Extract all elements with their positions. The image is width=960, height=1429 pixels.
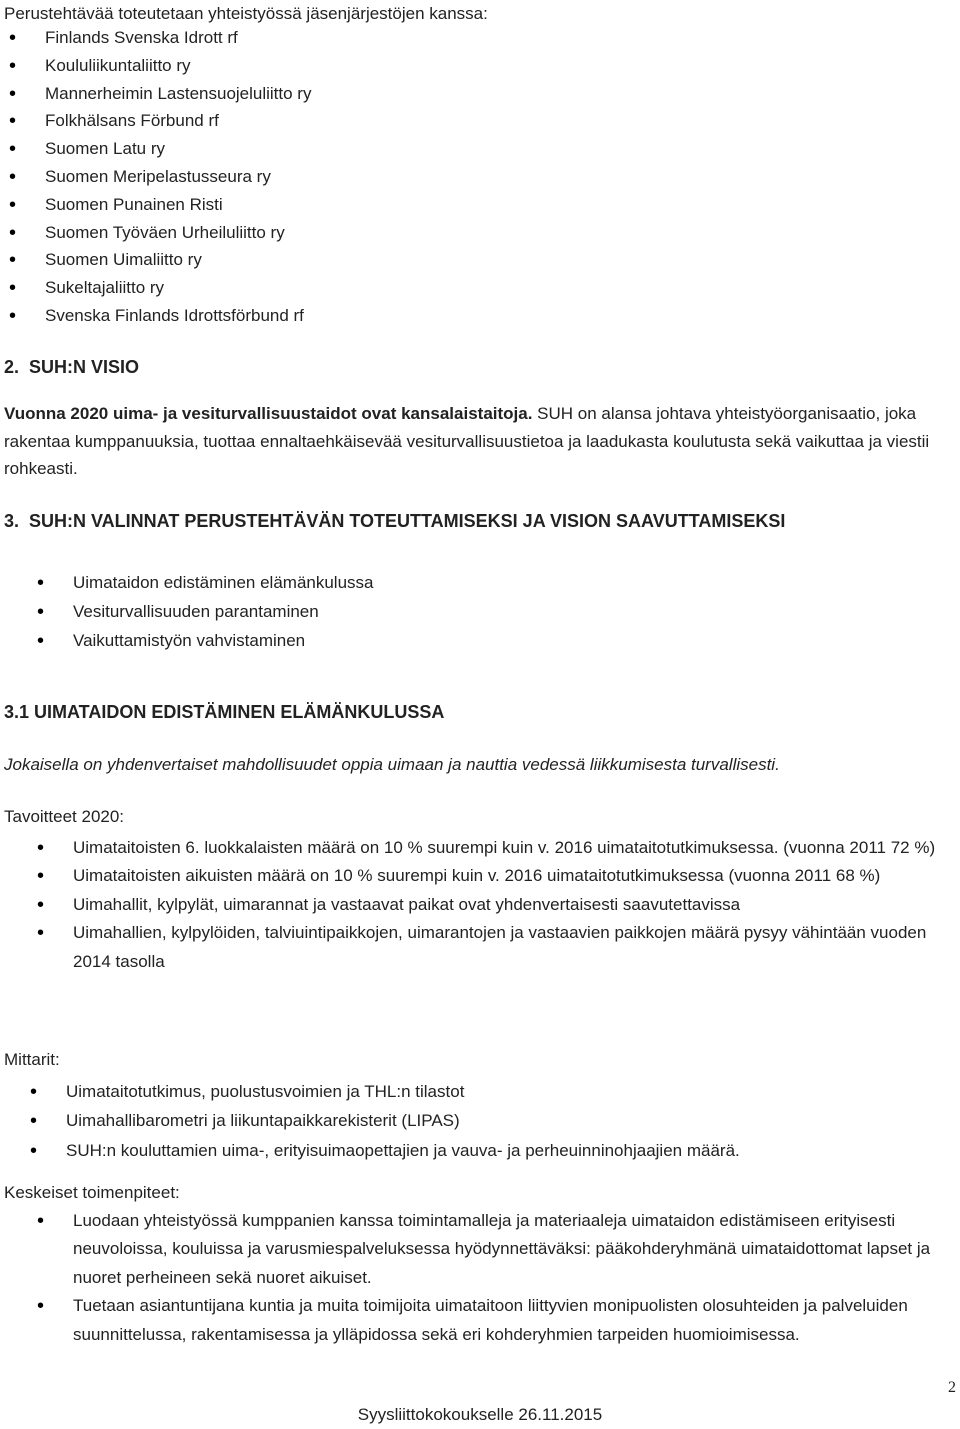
- section-2-heading: 2. SUH:N VISIO: [4, 357, 140, 377]
- list-item: • Suomen Työväen Urheiluliitto ry: [0, 219, 900, 247]
- footer-text: Syysliittokokoukselle 26.11.2015: [357, 1405, 603, 1424]
- section-3-1-lead: Jokaisella on yhdenvertaiset mahdollisuudet oppia uimaan ja nauttia vedessä liikkumisesta turvallisesti.: [4, 755, 780, 774]
- goals-label: Tavoitteet 2020:: [4, 807, 125, 826]
- list-item: • Luodaan yhteistyössä kumppanien kanssa toimintamalleja ja materiaaleja uimataidon edistämiseen erityisesti neuvoloissa, kouluissa ja varusmiespalveluksessa hyödynnettäväksi: pääkohderyhmänä uimataidottomat lapset ja nuoret perheineen sekä nuoret aikuiset.: [0, 1207, 960, 1292]
- list-item: • SUH:n kouluttamien uima-, erityisuimaopettajien ja vauva- ja perheuinninohjaajien määrä.: [0, 1136, 940, 1165]
- list-item: • Uimataitoisten aikuisten määrä on 10 % suurempi kuin v. 2016 uimataitotutkimuksessa (vuonna 2011 68 %): [0, 862, 940, 890]
- list-item: • Sukeltajaliitto ry: [0, 274, 900, 302]
- choices-list: [0, 568, 900, 655]
- page-number: 2: [948, 1379, 956, 1396]
- list-item: • Koululiikuntaliitto ry: [0, 52, 900, 80]
- list-item: • Uimahallit, kylpylät, uimarannat ja vastaavat paikat ovat yhdenvertaisesti saavutettavissa: [0, 891, 940, 919]
- list-item: • Uimataitoisten 6. luokkalaisten määrä on 10 % suurempi kuin v. 2016 uimataitotutkimuksessa. (vuonna 2011 72 %): [0, 834, 940, 862]
- list-item: • Tuetaan asiantuntijana kuntia ja muita toimijoita uimataitoon liittyvien monipuolisten olosuhteiden ja palveluiden suunnittelussa, rakentamisessa ja ylläpidossa sekä eri kohderyhmien tarpeiden huomioimisessa.: [0, 1292, 960, 1349]
- actions-label: Keskeiset toimenpiteet:: [4, 1183, 180, 1202]
- list-item: • Svenska Finlands Idrottsförbund rf: [0, 302, 900, 330]
- list-item: • Suomen Latu ry: [0, 135, 900, 163]
- intro-text: Perustehtävää toteutetaan yhteistyössä jäsenjärjestöjen kanssa:: [4, 4, 488, 23]
- vision-lead: Vuonna 2020 uima- ja vesiturvallisuustaidot ovat kansalaistaitoja.: [4, 404, 533, 423]
- list-item: • Finlands Svenska Idrott rf: [0, 24, 900, 52]
- vision-text: SUH on alansa johtava yhteistyöorganisaatio, joka rakentaa kumppanuuksia, tuottaa ennaltaehkäisevää vesiturvallisuustietoa ja laadukasta koulutusta sekä vaikuttaa ja viestii rohkeasti.: [4, 404, 930, 478]
- goals-list: [0, 834, 940, 976]
- metrics-label: Mittarit:: [4, 1050, 60, 1069]
- section-3-heading: 3. SUH:N VALINNAT PERUSTEHTÄVÄN TOTEUTTAMISEKSI JA VISION SAAVUTTAMISEKSI: [4, 511, 786, 531]
- list-item: • Vesiturvallisuuden parantaminen: [0, 597, 900, 626]
- list-item: • Vaikuttamistyön vahvistaminen: [0, 626, 900, 655]
- list-item: • Folkhälsans Förbund rf: [0, 107, 900, 135]
- list-item: • Uimahallien, kylpylöiden, talviuintipaikkojen, uimarantojen ja vastaavien paikkojen määrä pysyy vähintään vuoden 2014 tasolla: [0, 919, 940, 976]
- metrics-list: [0, 1077, 940, 1165]
- list-item: • Suomen Punainen Risti: [0, 191, 900, 219]
- actions-list: [0, 1207, 960, 1349]
- list-item: • Mannerheimin Lastensuojeluliitto ry: [0, 80, 900, 108]
- list-item: • Uimataidon edistäminen elämänkulussa: [0, 568, 900, 597]
- vision-paragraph: [4, 400, 944, 483]
- list-item: • Uimataitotutkimus, puolustusvoimien ja THL:n tilastot: [0, 1077, 940, 1106]
- list-item: • Uimahallibarometri ja liikuntapaikkarekisterit (LIPAS): [0, 1106, 940, 1135]
- section-3-1-heading: 3.1 UIMATAIDON EDISTÄMINEN ELÄMÄNKULUSSA: [4, 702, 445, 722]
- list-item: • Suomen Meripelastusseura ry: [0, 163, 900, 191]
- list-item: • Suomen Uimaliitto ry: [0, 246, 900, 274]
- member-list: [0, 24, 900, 330]
